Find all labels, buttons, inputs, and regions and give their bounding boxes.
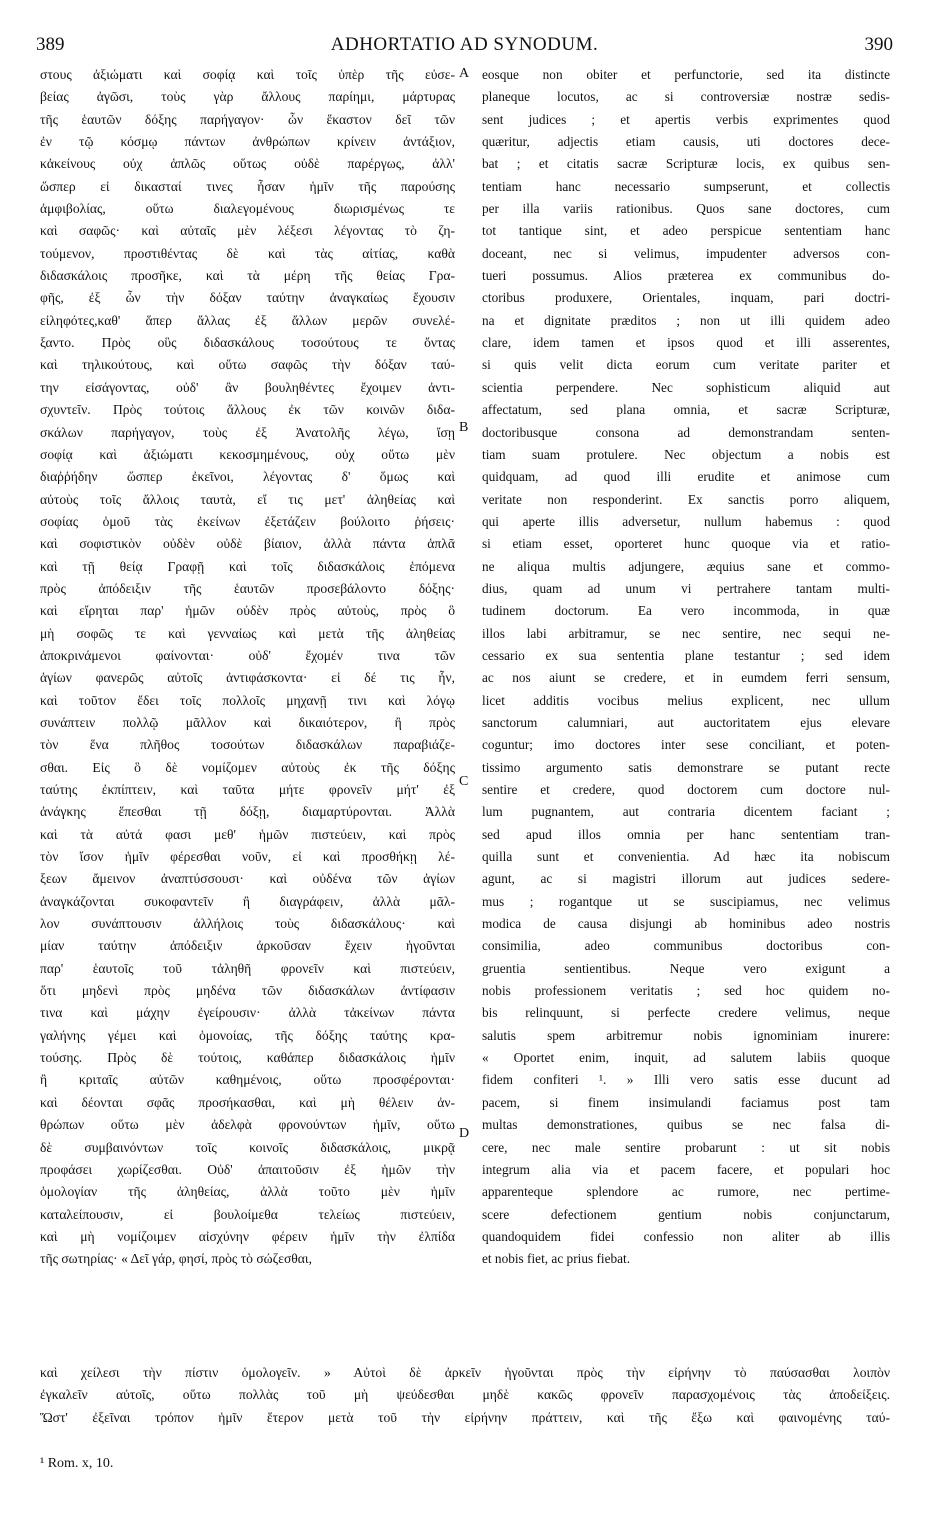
spanning-text-line: ἐγκαλεῖν αὐτοῖς, οὕτω πολλὰς τοῦ μὴ ψεύδεσθαι μηδὲ κακῶς φρονεῖν παρασχομένοις τὰς ἀποδείξεις.: [40, 1387, 890, 1403]
latin-text-line: sanctorum calumniari, aut auctoritatem ejus elevare: [482, 714, 890, 730]
greek-text-line: αὐτοὺς τοῖς ἄλλοις ταυτὰ, εἴ τις μετ' ἀληθείας καὶ: [40, 491, 455, 507]
greek-text-line: ὅτι μηδενὶ πρὸς μηδένα τῶν διδασκάλων ἀντίφασιν: [40, 983, 455, 999]
running-title: ADHORTATIO AD SYNODUM.: [330, 34, 599, 55]
latin-text-line: agunt, ac si magistri illorum aut judices sedere-: [482, 871, 890, 887]
greek-text-line: σχυντεῖν. Πρὸς τούτοις ἄλλους ἐκ τῶν κοινῶν διδα-: [40, 402, 455, 418]
greek-text-line: καὶ δέονται σφᾶς προσήκασθαι, καὶ μὴ θέλειν ἀν-: [40, 1094, 455, 1110]
greek-text-line: διαῤῥήδην ὥσπερ ἐκεῖνοι, λέγοντας δ' ὅμως καὶ: [40, 469, 455, 485]
greek-text-line: μὴ σοφῶς τε καὶ γενναίως καὶ μετὰ τῆς ἀληθείας: [40, 625, 455, 641]
latin-text-line: licet additis vocibus melius explicent, nec ullum: [482, 692, 890, 708]
margin-marker-d: D: [459, 1126, 470, 1141]
latin-text-line: quandoquidem fidei confessio non aliter ab illis: [482, 1228, 890, 1244]
latin-text-line: na et dignitate præditos ; non ut illi quidem adeo: [482, 312, 890, 328]
latin-text-line: scere defectionem gentium nobis conjunctarum,: [482, 1206, 890, 1222]
latin-text-line: quilla sunt et convenientia. Ad hæc ita nobiscum: [482, 849, 890, 865]
spanning-text-line: καὶ χείλεσι τὴν πίστιν ὁμολογεῖν. » Αὐτοὶ δὲ ἀρκεῖν ἡγοῦνται πρὸς τὴν εἰρήνην τὸ παύσασθαι λοιπὸν: [40, 1365, 890, 1380]
greek-text-line: ταύτης ἐκπίπτειν, καὶ ταῦτα μήτε φρονεῖν μήτ' ἐξ: [40, 782, 455, 797]
latin-text-line: clare, idem tamen et ipsos quod et illi asserentes,: [482, 335, 890, 351]
latin-text-line: illos labi arbitramur, se nec sentire, nec sequi ne-: [482, 625, 890, 641]
latin-text-line: gruentia sentientibus. Neque vero exigunt a: [482, 960, 890, 976]
greek-text-line: πρὸς ἀπόδειξιν τῆς ἑαυτῶν προσεβάλοντο δόξης·: [40, 580, 455, 596]
greek-text-line: καὶ τοῦτον ἔδει τοῖς πολλοῖς μηχανῇ τινι καὶ λόγῳ: [40, 692, 455, 708]
greek-text-line: φῆς, ἐξ ὧν τὴν δόξαν ταύτην ἀναγκαίως ἔχουσιν: [40, 290, 455, 306]
greek-text-line: τούμενον, προστιθέντας δὲ καὶ τὰς αἰτίας, καθὰ: [40, 245, 455, 261]
greek-text-line: βείας ἀγῶσι, τοὺς γὰρ ἄλλους παρίημι, μάρτυρας: [40, 89, 455, 105]
greek-text-line: καὶ τὰ αὐτά φασι μεθ' ἡμῶν πιστεύειν, καὶ πρὸς: [40, 826, 455, 842]
footnote: ¹ Rom. x, 10.: [40, 1456, 114, 1471]
latin-text-line: modica de causa disjungi ab hominibus adeo nostris: [482, 916, 890, 932]
greek-text-line: καὶ τῇ θείᾳ Γραφῇ καὶ τοῖς διδασκάλοις ἑπόμενα: [40, 558, 455, 574]
greek-text-line: λον συνάπτουσιν ἀλλήλοις τοὺς διδασκάλους· καὶ: [40, 916, 455, 932]
latin-text-line: dius, quam ad unum vi pertrahere tantam multi-: [482, 580, 890, 596]
greek-text-line: ἢ κριταῖς αὐτῶν καθημένοις, οὕτω προσφέρονται·: [40, 1072, 455, 1088]
latin-text-line: doceant, nec si velimus, impudenter adversos con-: [482, 245, 890, 261]
greek-text-line: στους ἀξιώματι καὶ σοφίᾳ καὶ τοῖς ὑπὲρ τῆς εὐσε-: [40, 67, 455, 82]
latin-text-line: tiam suam protulere. Nec objectum a nobis est: [482, 446, 890, 462]
greek-text-line: σοφίᾳ καὶ ἀξιώματι κεκοσμημένους, οὐχ οὕτω μὲν: [40, 446, 455, 462]
greek-text-line: ἁγίων φανερῶς αὐτοῖς ἀντιφάσκοντα· εἰ δέ τις ἦν,: [40, 670, 455, 686]
latin-text-line: cessario ex sua sententia plane testantur ; sed idem: [482, 647, 890, 663]
latin-text-line: tueri possumus. Alios præterea ex communibus do-: [482, 268, 890, 284]
latin-text-line: cere, nec male sentire probarunt : ut sit nobis: [482, 1139, 890, 1155]
greek-text-line: την εἰσάγοντας, οὐδ' ἂν βουληθέντες ἔχοιμεν ἀντι-: [40, 379, 455, 395]
greek-text-line: τὸν ἴσον ἡμῖν φέρεσθαι νοῦν, εἰ καὶ προσθήκῃ λέ-: [40, 849, 455, 865]
margin-marker-a: A: [459, 66, 470, 81]
latin-text-line: sent judices ; et apertis verbis exprimentes quod: [482, 111, 890, 127]
latin-text-line: eosque non obiter et perfunctorie, sed ita distincte: [482, 67, 890, 82]
greek-text-line: κἀκείνους οὐχ ἁπλῶς οὕτως οὐδὲ παρέργως, ἀλλ': [40, 156, 455, 172]
latin-text-line: si quis velit dicta eorum cum veritate pariter et: [482, 357, 890, 373]
greek-text-line: ξεων ἄμεινον ἀναπτύσσουσι· καὶ οὐδένα τῶν ἁγίων: [40, 871, 455, 887]
greek-text-line: καὶ μὴ νομίζοιμεν αἰσχύνην φέρειν ἡμῖν τὴν ἐλπίδα: [40, 1228, 455, 1244]
latin-text-line: integrum alia via et pacem facere, et populari hoc: [482, 1161, 890, 1177]
latin-text-line: per illa variis rationibus. Quos sane doctores, cum: [482, 201, 890, 217]
greek-text-line: διδασκάλοις προσῆκε, καὶ τὰ μέρη τῆς θείας Γρα-: [40, 268, 455, 284]
page-number-left: 389: [36, 34, 65, 55]
greek-text-line: τῆς σωτηρίας· « Δεῖ γάρ, φησί, πρὸς τὸ σώζεσθαι,: [40, 1251, 312, 1267]
greek-text-line: τῆς ἑαυτῶν δόξης παρήγαγον· ὧν ἕκαστον δεῖ τῶν: [40, 111, 455, 127]
greek-text-line: συνάπτειν πολλῷ μᾶλλον καὶ δικαιότερον, ἢ πρὸς: [40, 714, 455, 730]
margin-marker-c: C: [459, 774, 469, 789]
latin-text-line: veritate non responderint. Ex sanctis porro aliquem,: [482, 491, 890, 507]
latin-column: [482, 64, 890, 1271]
latin-text-line: ne aliqua multis adjungere, æquius sane et commo-: [482, 558, 890, 574]
greek-column: [40, 64, 455, 1271]
latin-text-line: salutis spem arbitremur nobis ignominiam inurere:: [482, 1027, 890, 1043]
latin-text-line: ctoribus produxere, Orientales, inquam, pari doctri-: [482, 290, 890, 306]
latin-text-line: bis relinquunt, si perfecte credere velimus, neque: [482, 1005, 890, 1021]
latin-text-line: ac nos aiunt se credere, et in eumdem ferri sensum,: [482, 670, 890, 686]
spanning-text-line: Ὥστ' ἐξεῖναι τρόπον ἡμῖν ἕτερον μετὰ τοῦ τὴν εἰρήνην πράττειν, καὶ τῆς ἔξω καὶ φαινομένης ταύ-: [40, 1409, 890, 1425]
latin-text-line: tissimo argumento satis demonstrare se putant recte: [482, 759, 890, 775]
latin-text-line: nobis professionem veritatis ; sed hoc quidem no-: [482, 983, 890, 999]
greek-text-line: τινα καὶ μάχην ἐγείρουσιν· ἀλλὰ τἀκείνων πάντα: [40, 1005, 455, 1021]
latin-text-line: tentiam hanc necessario sumpserunt, et collectis: [482, 178, 890, 194]
greek-text-line: παρ' ἑαυτοῖς τοῦ τἀληθῆ φρονεῖν καὶ πιστεύειν,: [40, 960, 455, 976]
latin-text-line: qui aperte illis adversetur, nullum habemus : quod: [482, 513, 890, 529]
greek-text-line: προφάσει χωρίζεσθαι. Οὐδ' ἀπαιτοῦσιν ἐξ ἡμῶν τὴν: [40, 1161, 455, 1177]
full-width-greek-lines: [40, 1362, 890, 1429]
greek-text-line: ξαντο. Πρὸς οὓς διδασκάλους τοσούτους τε ὄντας: [40, 335, 455, 351]
latin-text-line: multas demonstrationes, quibus se nec falsa di-: [482, 1117, 890, 1133]
latin-text-line: quæritur, adjectis etiam causis, uti doctores dece-: [482, 134, 890, 150]
greek-text-line: μίαν ταύτην ἀπόδειξιν ἀρκοῦσαν ἔχειν ἡγοῦνται: [40, 938, 455, 954]
latin-text-line: et nobis fiet, ac prius fiebat.: [482, 1251, 631, 1267]
latin-text-line: « Oportet enim, inquit, ad salutem labiis quoque: [482, 1050, 890, 1066]
latin-text-line: mus ; rogantque ut se suscipiamus, nec velimus: [482, 893, 890, 909]
latin-text-line: pacem, si finem insimulandi faciamus post tam: [482, 1094, 890, 1110]
latin-text-line: tudinem doctorum. Ea vero incommoda, in quæ: [482, 603, 890, 619]
greek-text-line: ἐν τῷ κόσμῳ πάντων ἀνθρώπων κρίνειν ἀντάξιον,: [40, 134, 455, 150]
greek-text-line: εἰληφότες,καθ' ἅπερ ἄλλας ἐξ ἄλλων μερῶν συνελέ-: [40, 312, 455, 328]
page-header: [36, 34, 893, 60]
latin-text-line: apparenteque splendore ac rumore, nec pertime-: [482, 1184, 890, 1200]
latin-text-line: fidem confiteri ¹. » Illi vero satis esse ducunt ad: [482, 1072, 890, 1088]
greek-text-line: σκάλων παρήγαγον, τοὺς ἐξ Ἀνατολῆς λέγω, ἴσῃ: [40, 424, 455, 440]
latin-text-line: quidquam, ad quod illi erudite et animose cum: [482, 469, 890, 485]
greek-text-line: θρώπων οὕτω μὲν ἀδελφὰ φρονούντων ἡμῖν, οὕτω: [40, 1117, 455, 1133]
greek-text-line: καὶ σοφιστικὸν οὐδὲν οὐδὲ βίαιον, ἀλλὰ πάντα ἁπλᾶ: [40, 536, 455, 552]
latin-text-line: si etiam esset, oporteret hunc quoque via et ratio-: [482, 536, 890, 552]
latin-text-line: sed apud illos omnia per hanc sententiam tran-: [482, 826, 890, 842]
greek-text-line: ἀποκρινάμενοι φαίνονται· οὐδ' ἔχομέν τινα τῶν: [40, 647, 455, 663]
latin-text-line: planeque locutos, ac si controversiæ nostræ sedis-: [482, 89, 890, 105]
greek-text-line: σοφίας ὁμοῦ τὰς ἐκείνων ἐξετάζειν βούλοιτο ῥήσεις·: [40, 513, 455, 529]
greek-text-line: γαλήνης γέμει καὶ ὁμονοίας, τῆς δόξης ταύτης κρα-: [40, 1027, 455, 1043]
latin-text-line: consimilia, adeo communibus doctoribus con-: [482, 938, 890, 954]
latin-text-line: affectatum, sed plana omnia, et sacræ Scripturæ,: [482, 402, 890, 418]
greek-text-line: ἀναγκάζονται συκοφαντεῖν ἢ διαγράφειν, ἀλλὰ μᾶλ-: [40, 893, 455, 909]
greek-text-line: τούσης. Πρὸς δὲ τούτοις, καθάπερ διδασκάλοις ἡμῖν: [40, 1050, 455, 1066]
latin-text-line: coguntur; imo doctores inter sese conciliant, et poten-: [482, 737, 890, 753]
margin-marker-b: B: [459, 420, 469, 435]
latin-text-line: scientia perpendere. Nec sophisticum aliquid aut: [482, 379, 890, 395]
greek-text-line: ὁμολογίαν τῆς ἀληθείας, ἀλλὰ τοῦτο μὲν ἡμῖν: [40, 1184, 455, 1200]
latin-text-line: sentire et credere, quod doctorem cum doctore nul-: [482, 782, 890, 797]
latin-text-line: bat ; et citatis sacræ Scripturæ locis, ex quibus sen-: [482, 156, 890, 172]
greek-text-line: τὸν ἕνα πλῆθος τοσούτων διδασκάλων παραβιάζε-: [40, 737, 455, 753]
greek-text-line: ὥσπερ εἰ δικασταί τινες ἦσαν ἡμῖν τῆς παρούσης: [40, 178, 455, 194]
greek-text-line: καταλείπουσιν, εἰ βουλοίμεθα τελείως πιστεύειν,: [40, 1206, 455, 1222]
greek-text-line: καὶ εἴρηται παρ' ἡμῶν οὐδὲν πρὸς αὐτοὺς, πρὸς ὃ: [40, 603, 455, 619]
greek-text-line: δὲ συμβαινόντων τοῖς κοινοῖς διδασκάλοις, μικρᾷ: [40, 1139, 455, 1155]
latin-text-line: lum pugnantem, aut contraria dicentem faciant ;: [482, 804, 890, 820]
greek-text-line: σθαι. Εἰς ὃ δὲ νομίζομεν αὐτοὺς ἐκ τῆς δόξης: [40, 759, 455, 775]
greek-text-line: καὶ σαφῶς· καὶ αὐταῖς μὲν λέξεσι λέγοντας τὸ ζη-: [40, 223, 455, 239]
page-number-right: 390: [864, 34, 893, 55]
latin-text-line: doctoribusque consona ad demonstrandam senten-: [482, 424, 890, 440]
greek-text-line: ἀνάγκης ἕπεσθαι τῇ δόξῃ, διαμαρτύρονται. Ἀλλὰ: [40, 804, 455, 820]
greek-text-line: καὶ τηλικούτους, καὶ οὕτω σαφῶς τὴν δόξαν ταύ-: [40, 357, 455, 373]
greek-text-line: ἀμφιβολίας, οὕτω διαλεγομένους διωρισμένως τε: [40, 201, 455, 217]
latin-text-line: tot tantique sint, et adeo perspicue sententiam hanc: [482, 223, 890, 239]
